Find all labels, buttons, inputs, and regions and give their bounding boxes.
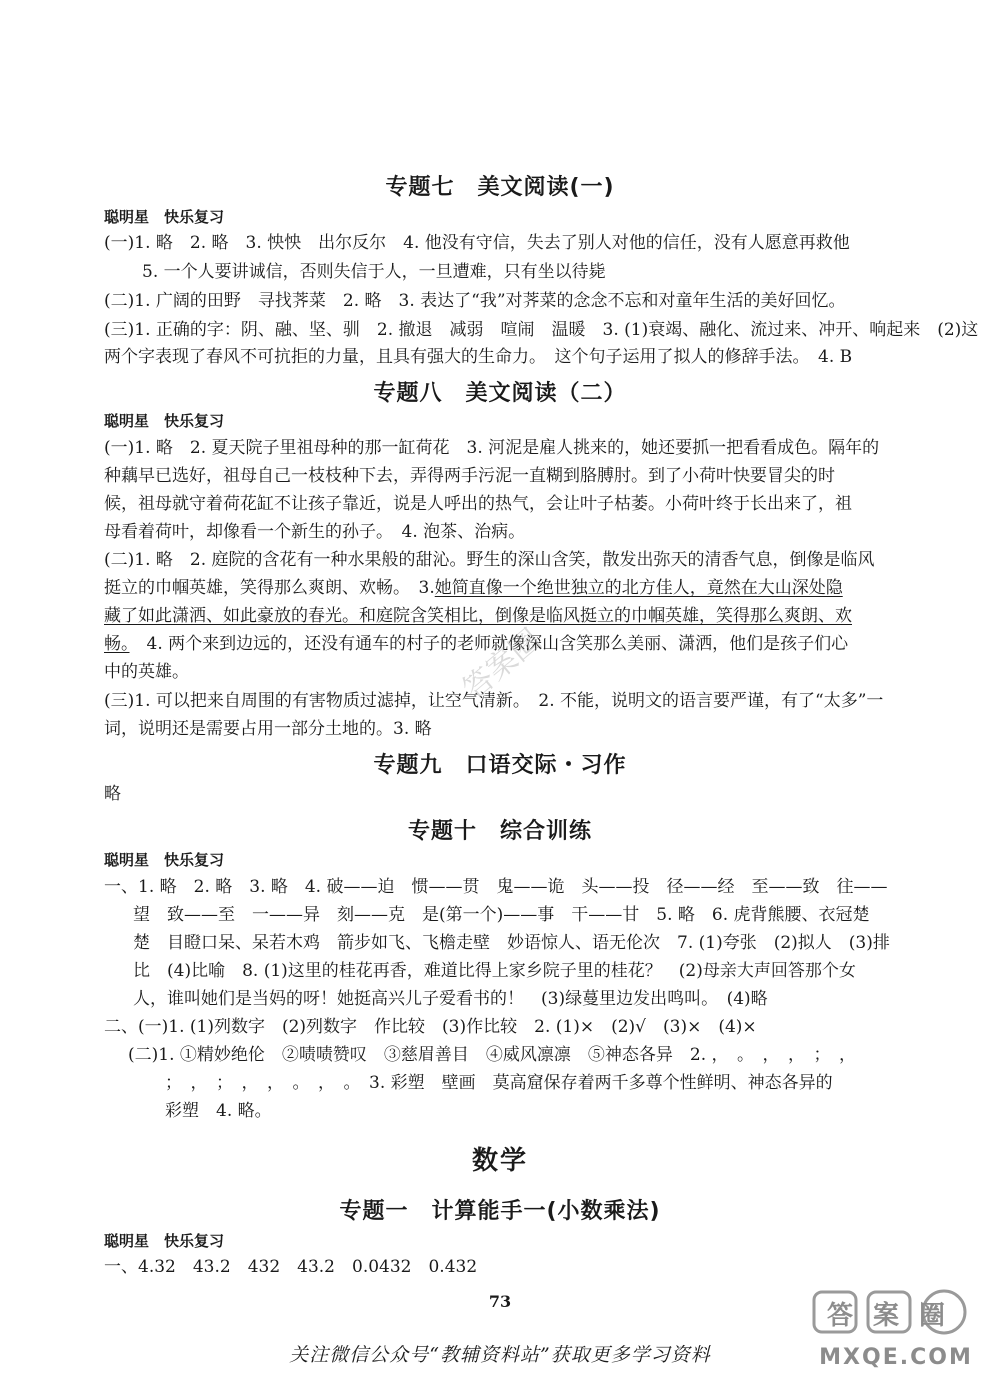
topic7-title: 专题七 美文阅读(一) (385, 175, 615, 200)
math-topic1-title: 专题一 计算能手一(小数乘法) (339, 1199, 661, 1224)
topic8-line-7: 藏了如此潇洒、如此豪放的春光。和庭院含笑相比，倒像是临风挺立的巾帼英雄，笑得那么爽朗、欢 (104, 606, 852, 626)
topic8-line-6: 挺立的巾帼英雄，笑得那么爽朗、欢畅。 3.她简直像一个绝世独立的北方佳人，竟然在大山深处隐 (104, 578, 843, 598)
topic8-title: 专题八 美文阅读（二） (373, 381, 627, 406)
topic8-line-3: 候，祖母就守着荷花缸不让孩子靠近，说是人呼出的热气，会让叶子枯萎。小荷叶终于长出来了，祖 (104, 494, 852, 514)
math-line-1: 一、4.32 43.2 432 43.2 0.0432 0.432 (104, 1257, 478, 1277)
topic7-line-5: 两个字表现了春风不可抗拒的力量，且具有强大的生命力。 这个句子运用了拟人的修辞手法。 4. B (104, 347, 853, 367)
topic10-section-label: 聪明星 快乐复习 (104, 851, 225, 869)
topic10-line-8: ； ， ； ， ， 。 ， 。 3. 彩塑 壁画 莫高窟保存着两千多尊个性鲜明、神态各异的 (165, 1073, 833, 1093)
underlined-answer: 她简直像一个绝世独立的北方佳人，竟然在大山深处隐 (434, 578, 843, 598)
topic7-line-2: 5. 一个人要讲诚信，否则失信于人，一旦遭难，只有坐以待毙 (142, 262, 606, 282)
topic7-line-1: (一)1. 略 2. 略 3. 怏怏 出尔反尔 4. 他没有守信，失去了别人对他的信任，没有人愿意再救他 (104, 233, 850, 253)
topic8-line-11: 词，说明还是需要占用一部分土地的。3. 略 (104, 719, 432, 739)
topic10-line-2: 望 致——至 一——异 刻——克 是(第一个)——事 干——甘 5. 略 6. 虎背熊腰、衣冠楚 (133, 905, 870, 925)
topic8-line-8: 畅。 4. 两个来到边远的，还没有通车的村子的老师就像深山含笑那么美丽、潇洒，他们是孩子们心 (104, 634, 849, 654)
topic8-line-10: (三)1. 可以把来自周围的有害物质过滤掉，让空气清新。 2. 不能，说明文的语言要严谨，有了“太多”一 (104, 691, 884, 711)
topic10-line-4: 比 (4)比喻 8. (1)这里的桂花再香，难道比得上家乡院子里的桂花？ (2)母亲大声回答那个女 (133, 961, 856, 981)
watermark: 答案圈 (456, 622, 548, 708)
topic8-line-1: (一)1. 略 2. 夏天院子里祖母种的那一缸荷花 3. 河泥是雇人挑来的，她还要抓一把看看成色。隔年的 (104, 438, 880, 458)
topic8-line-9: 中的英雄。 (104, 662, 189, 682)
topic7-section-label: 聪明星 快乐复习 (104, 208, 225, 226)
topic8-line-2: 种藕早已选好，祖母自己一枝枝种下去，弄得两手污泥一直糊到胳膊肘。到了小荷叶快要冒尖的时 (104, 466, 835, 486)
topic8-section-label: 聪明星 快乐复习 (104, 412, 225, 430)
topic10-line-9: 彩塑 4. 略。 (165, 1101, 272, 1121)
topic9-title: 专题九 口语交际・习作 (373, 753, 627, 778)
topic10-line-3: 楚 目瞪口呆、呆若木鸡 箭步如飞、飞檐走壁 妙语惊人、语无伦次 7. (1)夸张 (2)拟人 (3)排 (133, 933, 890, 953)
topic10-title: 专题十 综合训练 (407, 819, 592, 844)
math-section-label: 聪明星 快乐复习 (104, 1232, 225, 1250)
topic10-line-7: (二)1. ①精妙绝伦 ②啧啧赞叹 ③慈眉善目 ④威风凛凛 ⑤神态各异 2. ， 。 ， ， ； ， (128, 1045, 857, 1065)
topic10-line-6: 二、(一)1. (1)列数字 (2)列数字 作比较 (3)作比较 2. (1)× (2)√ (3)× (4)× (104, 1017, 757, 1037)
site-logo-domain: MXQE.COM (819, 1345, 973, 1370)
topic8-line-5: (二)1. 略 2. 庭院的含花有一种水果般的甜沁。野生的深山含笑，散发出弥天的清香气息，倒像是临风 (104, 550, 875, 570)
site-logo-cn-text (814, 1291, 965, 1333)
footer-note: 关注微信公众号“教辅资料站”获取更多学习资料 (289, 1344, 711, 1366)
site-logo-icon (796, 1286, 996, 1372)
topic10-line-1: 一、1. 略 2. 略 3. 略 4. 破——迫 惯——贯 鬼——诡 头——投 径——经 至——致 往—— (104, 877, 888, 897)
topic7-line-4: (三)1. 正确的字：阴、融、坚、驯 2. 撤退 减弱 喧闹 温暖 3. (1)衰竭、融化、流过来、冲开、响起来 (2)这 (104, 320, 979, 340)
svg-text:答案圈: 答案圈 (826, 1301, 966, 1331)
topic8-line-4: 母看着荷叶，却像看一个新生的孙子。 4. 泡茶、治病。 (104, 522, 526, 542)
topic9-content: 略 (104, 784, 121, 804)
page-number: 73 (488, 1292, 512, 1311)
topic7-line-3: (二)1. 广阔的田野 寻找荠菜 2. 略 3. 表达了“我”对荠菜的念念不忘和对童年生活的美好回忆。 (104, 291, 846, 311)
topic10-line-5: 人，谁叫她们是当妈的呀！她挺高兴儿子爱看书的！ (3)绿蔓里边发出鸣叫。 (4)略 (133, 989, 768, 1009)
math-title: 数学 (471, 1146, 528, 1176)
